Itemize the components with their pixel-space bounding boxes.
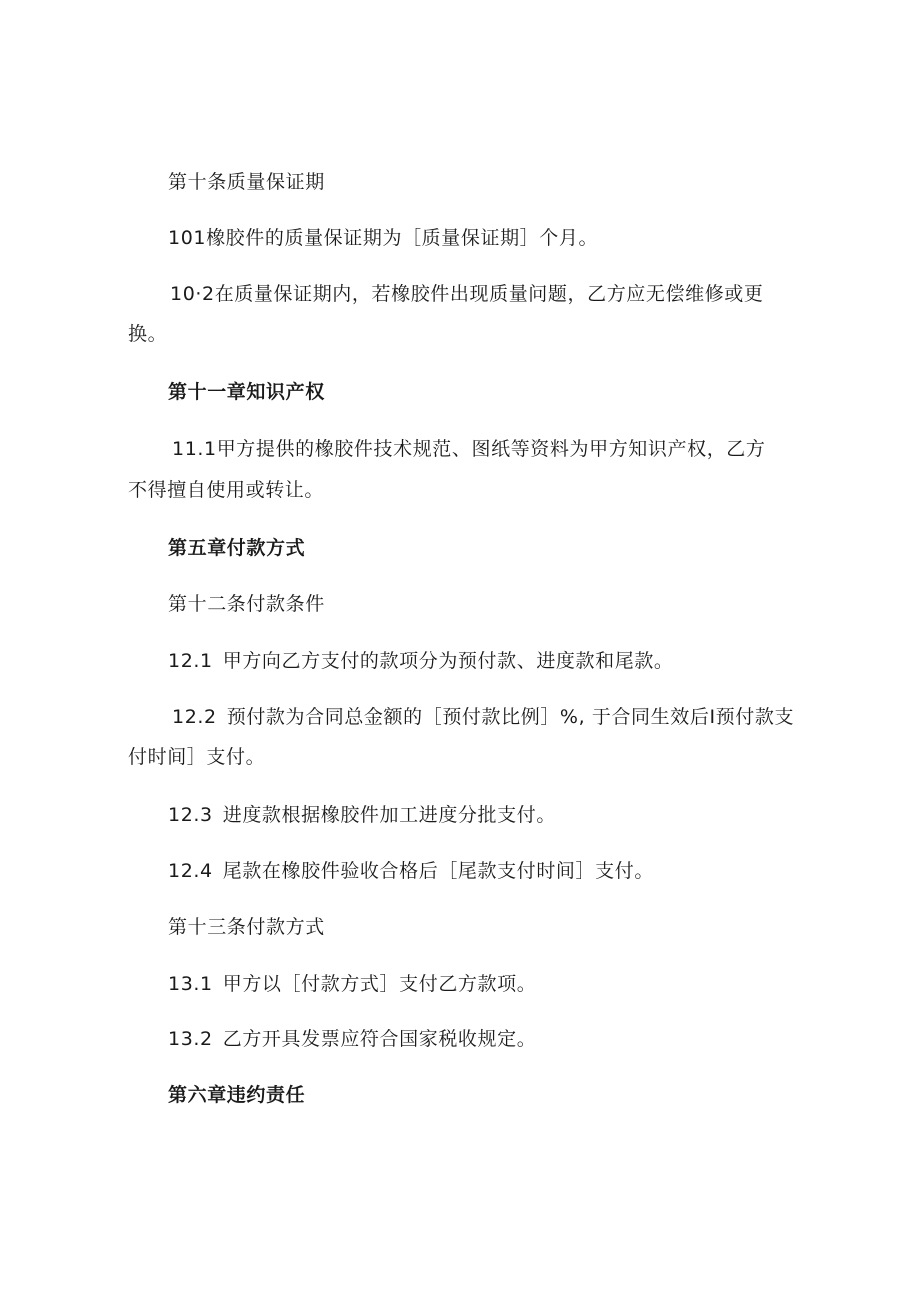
clause-12-1 [168, 649, 674, 673]
clause-12-2-line1 [172, 705, 794, 729]
clause-text: 预付款为合同总金额的［预付款比例］%, 于合同生效后I预付款支 [226, 706, 795, 728]
clause-13-2 [168, 1027, 536, 1051]
clause-number: 13.1 [168, 973, 213, 995]
clause-number: 12.4 [168, 860, 213, 882]
clause-11-1-line2: 不得擅自使用或转让。 [128, 479, 325, 501]
clause-11-1-line1: 11.1甲方提供的橡胶件技术规范、图纸等资料为甲方知识产权，乙方 [172, 438, 766, 460]
clause-10-2-line1: 10·2在质量保证期内，若橡胶件出现质量问题，乙方应无偿维修或更 [170, 283, 764, 305]
clause-13-1 [168, 972, 536, 996]
article-13-title: 第十三条付款方式 [168, 916, 325, 938]
article-12-title: 第十二条付款条件 [168, 593, 325, 615]
clause-12-4 [168, 859, 654, 883]
clause-text: 进度款根据橡胶件加工进度分批支付。 [222, 804, 556, 826]
clause-number: 12.2 [172, 706, 217, 728]
clause-number: 12.3 [168, 804, 213, 826]
clause-text: 甲方向乙方支付的款项分为预付款、进度款和尾款。 [222, 650, 674, 672]
chapter-11-title: 第十一章知识产权 [168, 381, 325, 403]
clause-10-2-line2: 换。 [128, 323, 168, 345]
clause-text: 乙方开具发票应符合国家税收规定。 [222, 1028, 537, 1050]
chapter-6-title: 第六章违约责任 [168, 1084, 306, 1106]
clause-12-2-line2: 付时间］支付。 [128, 746, 266, 768]
clause-10-1: 101橡胶件的质量保证期为［质量保证期］个月。 [168, 227, 599, 249]
clause-number: 13.2 [168, 1028, 213, 1050]
clause-number: 12.1 [168, 650, 213, 672]
clause-text: 尾款在橡胶件验收合格后［尾款支付时间］支付。 [222, 860, 654, 882]
clause-text: 甲方以［付款方式］支付乙方款项。 [222, 973, 537, 995]
clause-12-3 [168, 803, 556, 827]
article-10-title: 第十条质量保证期 [168, 171, 325, 193]
chapter-5-title: 第五章付款方式 [168, 537, 306, 559]
